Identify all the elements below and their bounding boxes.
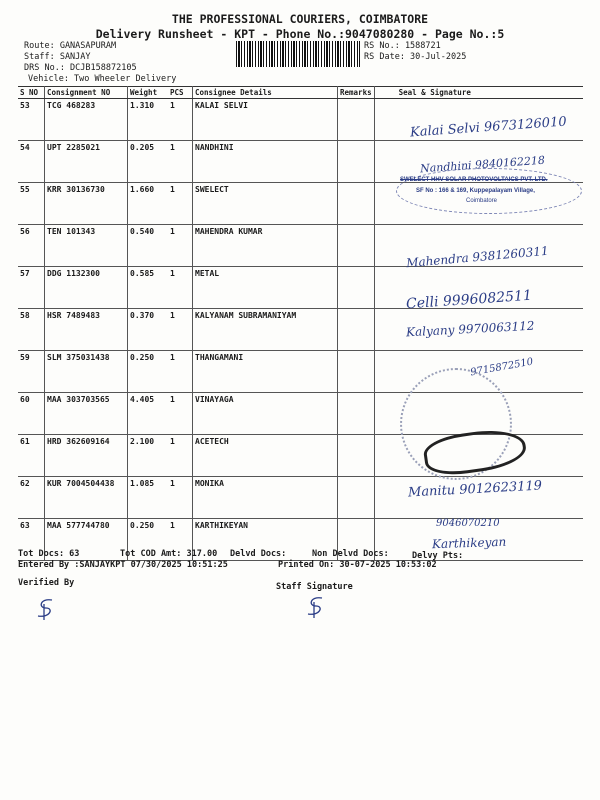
- row-consignee: MONIKA: [193, 477, 338, 519]
- col-weight: Weight: [128, 87, 169, 99]
- row-pcs: 1: [168, 309, 193, 351]
- rs-date: RS Date: 30-Jul-2025: [364, 52, 467, 62]
- row-consignment-no: MAA 577744780: [45, 519, 128, 561]
- row-consignment-no: MAA 303703565: [45, 393, 128, 435]
- signature-57: Celli 9996082511: [405, 287, 533, 313]
- signature-53: Kalai Selvi 9673126010: [409, 114, 568, 141]
- row-remarks: [338, 141, 375, 183]
- row-consignment-no: SLM 375031438: [45, 351, 128, 393]
- staff-initials: [302, 594, 328, 620]
- row-sno: 61: [18, 435, 45, 477]
- row-consignment-no: TEN 101343: [45, 225, 128, 267]
- row-consignee: VINAYAGA: [193, 393, 338, 435]
- stamp-address: SF No : 166 & 169, Kuppepalayam Village,: [416, 188, 535, 194]
- row-pcs: 1: [168, 519, 193, 561]
- col-seal-signature: Seal & Signature: [374, 87, 583, 99]
- col-consignee: Consignee Details: [193, 87, 338, 99]
- row-remarks: [338, 225, 375, 267]
- stamp-company-name: SWELECT HHV SOLAR PHOTOVOLTAICS PVT. LTD.: [400, 177, 548, 183]
- row-sno: 60: [18, 393, 45, 435]
- row-pcs: 1: [168, 183, 193, 225]
- row-weight: 0.585: [128, 267, 169, 309]
- row-pcs: 1: [168, 141, 193, 183]
- rs-number: RS No.: 1588721: [364, 41, 441, 51]
- row-remarks: [338, 477, 375, 519]
- row-weight: 0.205: [128, 141, 169, 183]
- row-consignment-no: KRR 30136730: [45, 183, 128, 225]
- row-consignee: KALAI SELVI: [193, 99, 338, 141]
- row-consignment-no: UPT 2285021: [45, 141, 128, 183]
- row-consignee: SWELECT: [193, 183, 338, 225]
- row-consignee: KARTHIKEYAN: [193, 519, 338, 561]
- table-header-row: [18, 87, 583, 99]
- row-consignee: ACETECH: [193, 435, 338, 477]
- row-weight: 1.085: [128, 477, 169, 519]
- row-sno: 55: [18, 183, 45, 225]
- route: Route: GANASAPURAM: [24, 41, 117, 51]
- row-sno: 58: [18, 309, 45, 351]
- row-remarks: [338, 351, 375, 393]
- row-weight: 1.310: [128, 99, 169, 141]
- row-consignee: METAL: [193, 267, 338, 309]
- signature-59: 9715872510: [469, 356, 535, 379]
- row-remarks: [338, 183, 375, 225]
- row-consignment-no: HSR 7489483: [45, 309, 128, 351]
- non-delivered-docs: Non Delvd Docs:: [312, 549, 389, 559]
- entered-by: Entered By :SANJAYKPT 07/30/2025 10:51:25: [18, 560, 228, 570]
- stamp-city: Coimbatore: [466, 198, 498, 204]
- row-weight: 0.540: [128, 225, 169, 267]
- row-pcs: 1: [168, 477, 193, 519]
- signature-63-phone: 9046070210: [436, 518, 500, 529]
- row-consignment-no: DDG 1132300: [45, 267, 128, 309]
- row-pcs: 1: [168, 267, 193, 309]
- drs-number: DRS No.: DCJB158872105: [24, 63, 137, 73]
- verified-initials: [32, 596, 58, 622]
- signature-63: Karthikeyan: [431, 534, 507, 552]
- vehicle: Vehicle: Two Wheeler Delivery: [28, 74, 177, 84]
- barcode: [236, 41, 360, 67]
- row-remarks: [338, 99, 375, 141]
- row-weight: 2.100: [128, 435, 169, 477]
- row-sno: 56: [18, 225, 45, 267]
- row-remarks: [338, 393, 375, 435]
- row-pcs: 1: [168, 393, 193, 435]
- row-remarks: [338, 435, 375, 477]
- row-sno: 62: [18, 477, 45, 519]
- row-pcs: 1: [168, 435, 193, 477]
- row-pcs: 1: [168, 351, 193, 393]
- signature-54: Nandhini 9840162218: [419, 153, 546, 176]
- row-remarks: [338, 267, 375, 309]
- row-sno: 63: [18, 519, 45, 561]
- row-consignee: NANDHINI: [193, 141, 338, 183]
- total-docs: Tot Docs: 63: [18, 549, 80, 559]
- delivery-points: Delvy Pts:: [412, 551, 464, 561]
- staff: Staff: SANJAY: [24, 52, 91, 62]
- signature-56: Mahendra 9381260311: [405, 243, 550, 271]
- row-consignee: KALYANAM SUBRAMANIYAM: [193, 309, 338, 351]
- row-sno: 54: [18, 141, 45, 183]
- row-weight: 0.370: [128, 309, 169, 351]
- signature-58: Kalyany 9970063112: [405, 318, 535, 340]
- col-consignment: Consignment NO: [45, 87, 128, 99]
- row-consignment-no: HRD 362609164: [45, 435, 128, 477]
- row-weight: 4.405: [128, 393, 169, 435]
- row-consignment-no: KUR 7004504438: [45, 477, 128, 519]
- row-sno: 53: [18, 99, 45, 141]
- row-consignee: THANGAMANI: [193, 351, 338, 393]
- row-sno: 57: [18, 267, 45, 309]
- total-cod: Tot COD Amt: 317.00: [120, 549, 218, 559]
- row-pcs: 1: [168, 225, 193, 267]
- col-pcs: PCS: [168, 87, 193, 99]
- runsheet-title: Delivery Runsheet - KPT - Phone No.:9047080280 - Page No.:5: [95, 27, 505, 41]
- verified-by-label: Verified By: [18, 578, 75, 588]
- staff-signature-label: Staff Signature: [276, 582, 353, 592]
- row-consignee: MAHENDRA KUMAR: [193, 225, 338, 267]
- signature-62: Manitu 9012623119: [407, 478, 543, 501]
- printed-on: Printed On: 30-07-2025 10:53:02: [278, 560, 437, 570]
- delivered-docs: Delvd Docs:: [230, 549, 287, 559]
- col-remarks: Remarks: [338, 87, 375, 99]
- company-title: THE PROFESSIONAL COURIERS, COIMBATORE: [171, 12, 429, 26]
- row-pcs: 1: [168, 99, 193, 141]
- row-sno: 59: [18, 351, 45, 393]
- col-sno: S NO: [18, 87, 45, 99]
- row-weight: 0.250: [128, 519, 169, 561]
- row-remarks: [338, 309, 375, 351]
- row-weight: 1.660: [128, 183, 169, 225]
- row-weight: 0.250: [128, 351, 169, 393]
- row-consignment-no: TCG 468283: [45, 99, 128, 141]
